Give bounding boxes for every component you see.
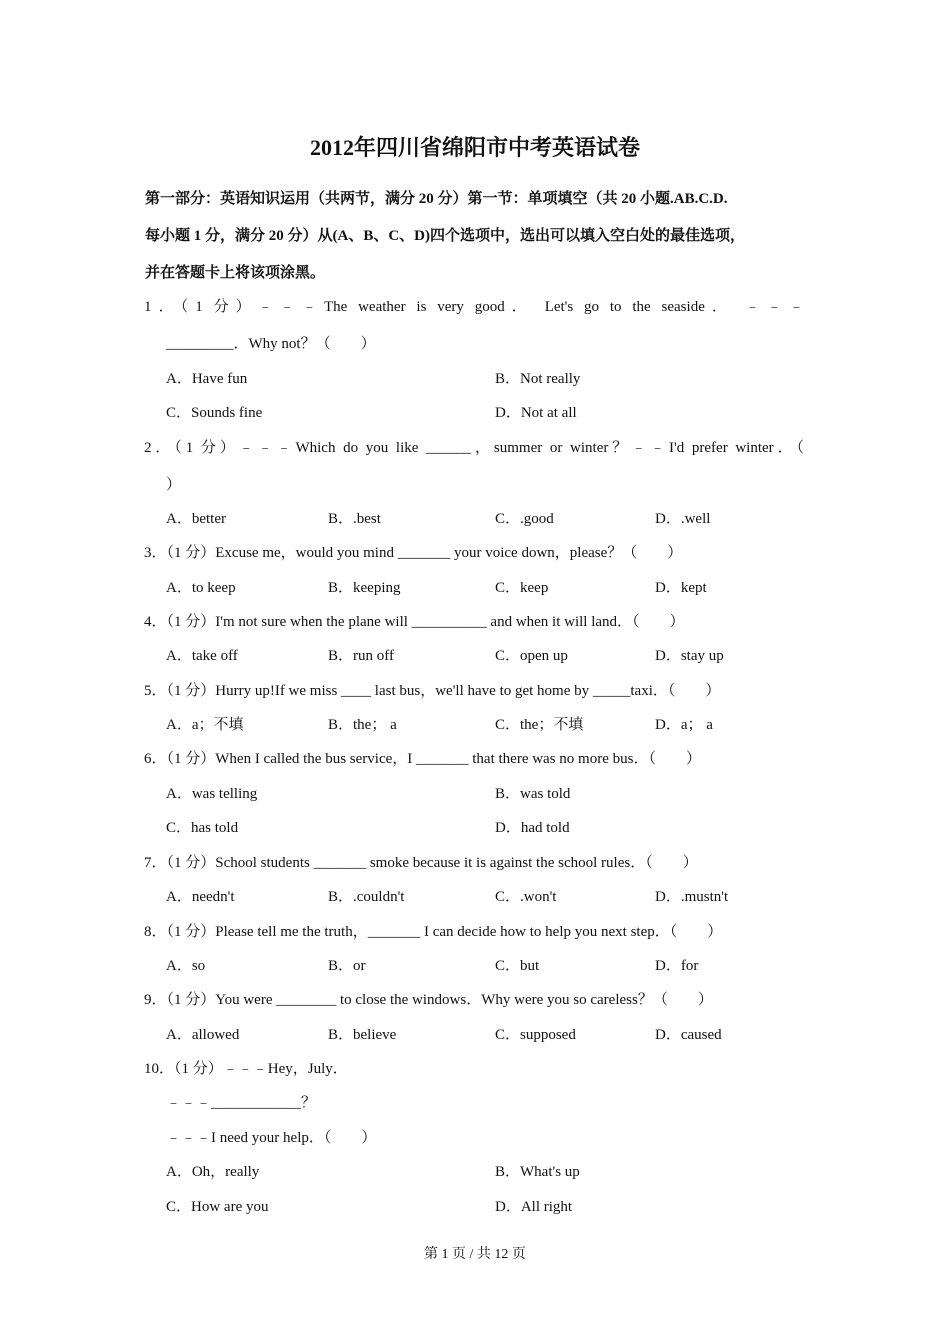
question-10-text: 10．（1 分）﹣﹣﹣Hey，July． <box>144 1061 348 1077</box>
question-8-text: 8．（1 分）Please tell me the truth，_______ I can decide how to help you next step．（ ） <box>144 924 723 940</box>
page-number: 第 1 页 / 共 12 页 <box>424 1247 526 1262</box>
question-8-option-a[interactable]: A．so <box>166 958 206 974</box>
question-2-option-c[interactable]: C．.good <box>495 511 554 527</box>
question-5-option-a[interactable]: A．a；不填 <box>166 717 244 733</box>
question-7-option-d[interactable]: D．.mustn't <box>655 889 729 905</box>
question-6-text: 6．（1 分）When I called the bus service，I _______ that there was no more bus．（ ） <box>144 751 701 767</box>
question-10-option-c[interactable]: C．How are you <box>166 1199 269 1215</box>
question-3-option-d[interactable]: D．kept <box>655 580 707 596</box>
question-3-option-a[interactable]: A．to keep <box>166 580 236 596</box>
question-1-option-a[interactable]: A．Have fun <box>166 371 248 387</box>
question-6-option-a[interactable]: A．was telling <box>166 786 258 802</box>
question-2-option-a[interactable]: A．better <box>166 511 226 527</box>
question-2-text-cont: ） <box>166 477 182 493</box>
question-4-option-b[interactable]: B．run off <box>328 648 394 664</box>
question-3-text: 3．（1 分）Excuse me，would you mind _______ your voice down，please？（ ） <box>144 545 683 561</box>
question-7-option-c[interactable]: C．.won't <box>495 889 557 905</box>
question-7-option-b[interactable]: B．.couldn't <box>328 889 405 905</box>
question-4-option-d[interactable]: D．stay up <box>655 648 724 664</box>
question-10-dialogue-3: ﹣﹣﹣I need your help．（ ） <box>166 1130 377 1146</box>
question-3-option-c[interactable]: C．keep <box>495 580 549 596</box>
question-3-option-b[interactable]: B．keeping <box>328 580 401 596</box>
question-10-option-a[interactable]: A．Oh，really <box>166 1164 260 1180</box>
question-10-option-d[interactable]: D．All right <box>495 1199 573 1215</box>
question-2-text: 2．（1 分）﹣﹣﹣Which do you like ______，summer or winter？﹣﹣I'd prefer winter．（ <box>144 440 804 456</box>
question-1-text-cont: _________．Why not？（ ） <box>166 336 376 352</box>
question-4-text: 4．（1 分）I'm not sure when the plane will __________ and when it will land．（ ） <box>144 614 685 630</box>
question-6-option-b[interactable]: B．was told <box>495 786 571 802</box>
question-9-text: 9．（1 分）You were ________ to close the windows．Why were you so careless？（ ） <box>144 992 713 1008</box>
question-6-option-d[interactable]: D．had told <box>495 820 570 836</box>
question-4-option-c[interactable]: C．open up <box>495 648 568 664</box>
question-2-option-d[interactable]: D．.well <box>655 511 711 527</box>
question-6-option-c[interactable]: C．has told <box>166 820 239 836</box>
question-8-option-c[interactable]: C．but <box>495 958 540 974</box>
question-9-option-c[interactable]: C．supposed <box>495 1027 576 1043</box>
question-1-option-b[interactable]: B．Not really <box>495 371 581 387</box>
question-5-text: 5．（1 分）Hurry up!If we miss ____ last bus，we'll have to get home by _____taxi．（ ） <box>144 683 721 699</box>
question-9-option-b[interactable]: B．believe <box>328 1027 397 1043</box>
page-title: 2012年四川省绵阳市中考英语试卷 <box>309 135 640 160</box>
section-intro-line-1: 第一部分：英语知识运用（共两节，满分 20 分）第一节：单项填空（共 20 小题.AB.C.D. <box>145 191 728 207</box>
question-1-text: 1．（1 分）﹣﹣﹣The weather is very good． Let's go to the seaside． ﹣﹣﹣ <box>144 299 804 315</box>
question-7-text: 7．（1 分）School students _______ smoke because it is against the school rules．（ ） <box>144 855 698 871</box>
question-8-option-d[interactable]: D．for <box>655 958 699 974</box>
question-1-option-d[interactable]: D．Not at all <box>495 405 577 421</box>
question-5-option-b[interactable]: B．the； a <box>328 717 397 733</box>
question-4-option-a[interactable]: A．take off <box>166 648 238 664</box>
question-2-option-b[interactable]: B．.best <box>328 511 381 527</box>
question-10-dialogue-2: ﹣﹣﹣____________？ <box>166 1095 317 1111</box>
question-8-option-b[interactable]: B．or <box>328 958 366 974</box>
section-intro-line-3: 并在答题卡上将该项涂黑。 <box>145 265 326 281</box>
question-9-option-d[interactable]: D．caused <box>655 1027 722 1043</box>
question-7-option-a[interactable]: A．needn't <box>166 889 235 905</box>
question-5-option-d[interactable]: D．a； a <box>655 717 713 733</box>
question-10-option-b[interactable]: B．What's up <box>495 1164 580 1180</box>
question-5-option-c[interactable]: C．the；不填 <box>495 717 584 733</box>
question-9-option-a[interactable]: A．allowed <box>166 1027 240 1043</box>
section-intro-line-2: 每小题 1 分，满分 20 分）从(A、B、C、D)四个选项中，选出可以填入空白处的最佳选项， <box>145 228 745 244</box>
question-1-option-c[interactable]: C．Sounds fine <box>166 405 263 421</box>
